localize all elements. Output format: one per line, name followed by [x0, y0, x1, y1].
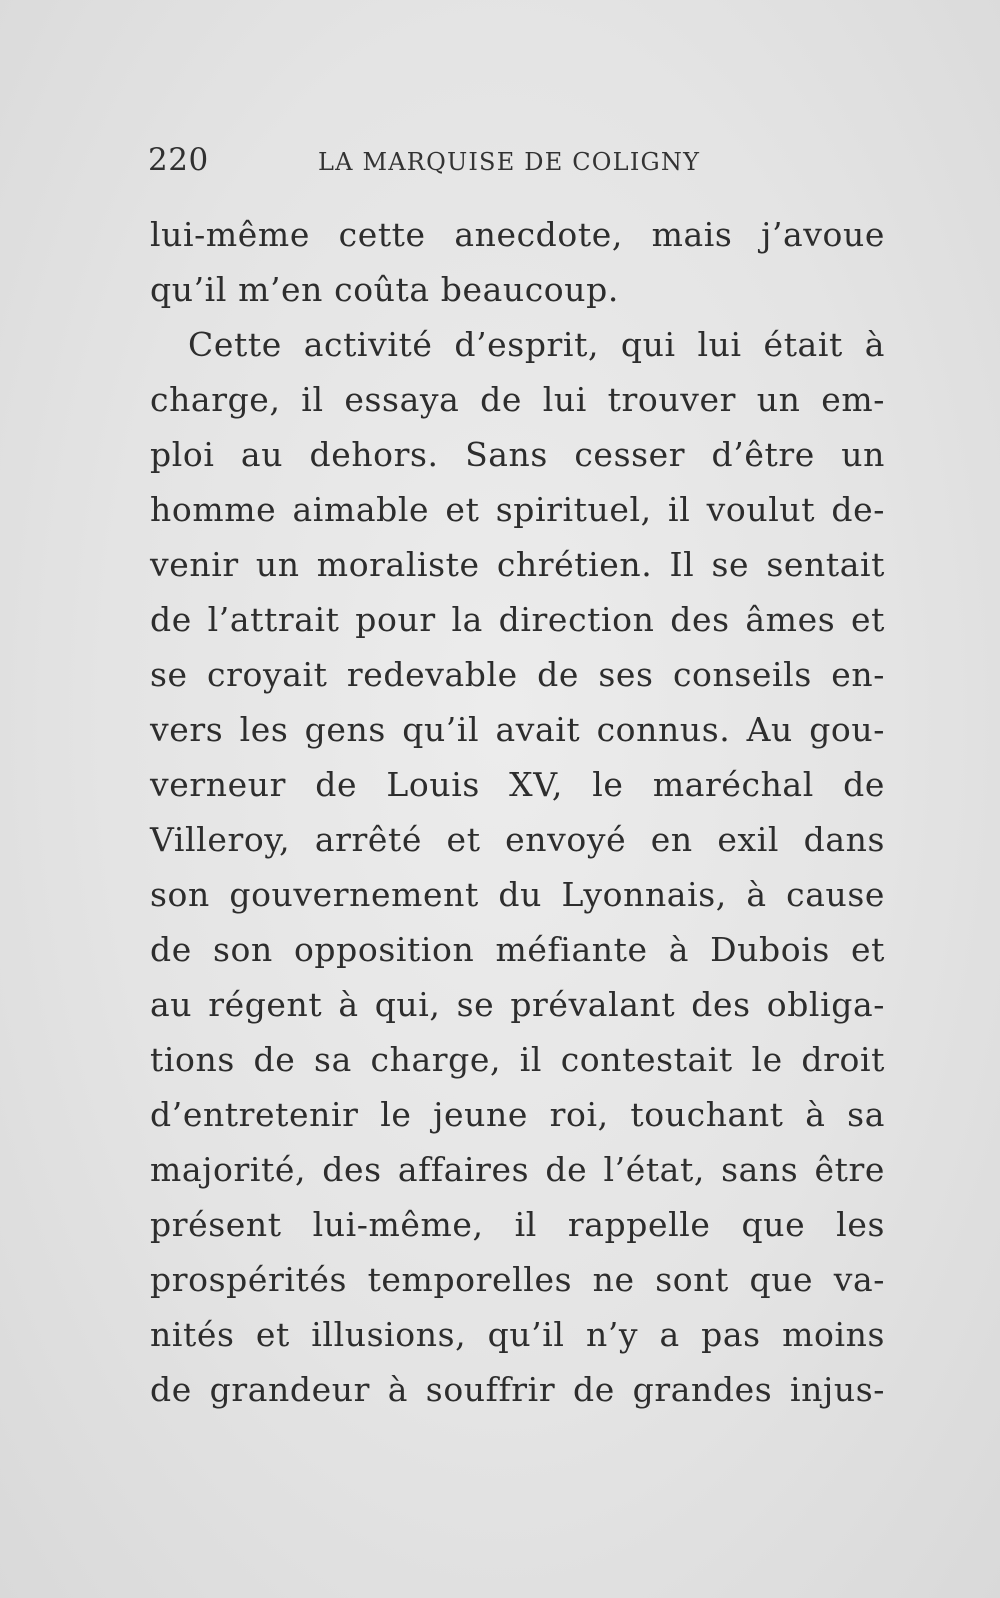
text-line: de l’attrait pour la direction des âmes et: [150, 600, 885, 639]
text-line: nités et illusions, qu’il n’y a pas moins: [150, 1315, 885, 1354]
text-line: tions de sa charge, il contestait le droit: [150, 1040, 885, 1079]
text-line: au régent à qui, se prévalant des obliga-: [150, 985, 885, 1024]
text-line: lui-même cette anecdote, mais j’avoue: [150, 215, 885, 254]
text-line: Villeroy, arrêté et envoyé en exil dans: [150, 820, 885, 859]
text-line: qu’il m’en coûta beaucoup.: [150, 270, 619, 309]
running-head: [148, 142, 888, 182]
running-title: LA MARQUISE DE COLIGNY: [318, 148, 701, 176]
text-line: son gouvernement du Lyonnais, à cause: [150, 875, 885, 914]
text-line: se croyait redevable de ses conseils en-: [150, 655, 885, 694]
text-line: majorité, des affaires de l’état, sans être: [150, 1150, 885, 1189]
text-line: homme aimable et spirituel, il voulut de-: [150, 490, 885, 529]
paragraph-start-line: Cette activité d’esprit, qui lui était à: [188, 325, 885, 364]
text-line: d’entretenir le jeune roi, touchant à sa: [150, 1095, 885, 1134]
text-line: verneur de Louis XV, le maréchal de: [150, 765, 885, 804]
text-line: de son opposition méfiante à Dubois et: [150, 930, 885, 969]
body-text: [150, 207, 885, 1417]
text-line: venir un moraliste chrétien. Il se sentait: [150, 545, 885, 584]
text-line: prospérités temporelles ne sont que va-: [150, 1260, 885, 1299]
text-line: vers les gens qu’il avait connus. Au gou-: [150, 710, 885, 749]
text-line: ploi au dehors. Sans cesser d’être un: [150, 435, 885, 474]
page-number: 220: [148, 142, 209, 178]
text-line: présent lui-même, il rappelle que les: [150, 1205, 885, 1244]
text-line: de grandeur à souffrir de grandes injus-: [150, 1370, 885, 1409]
text-line: charge, il essaya de lui trouver un em-: [150, 380, 885, 419]
